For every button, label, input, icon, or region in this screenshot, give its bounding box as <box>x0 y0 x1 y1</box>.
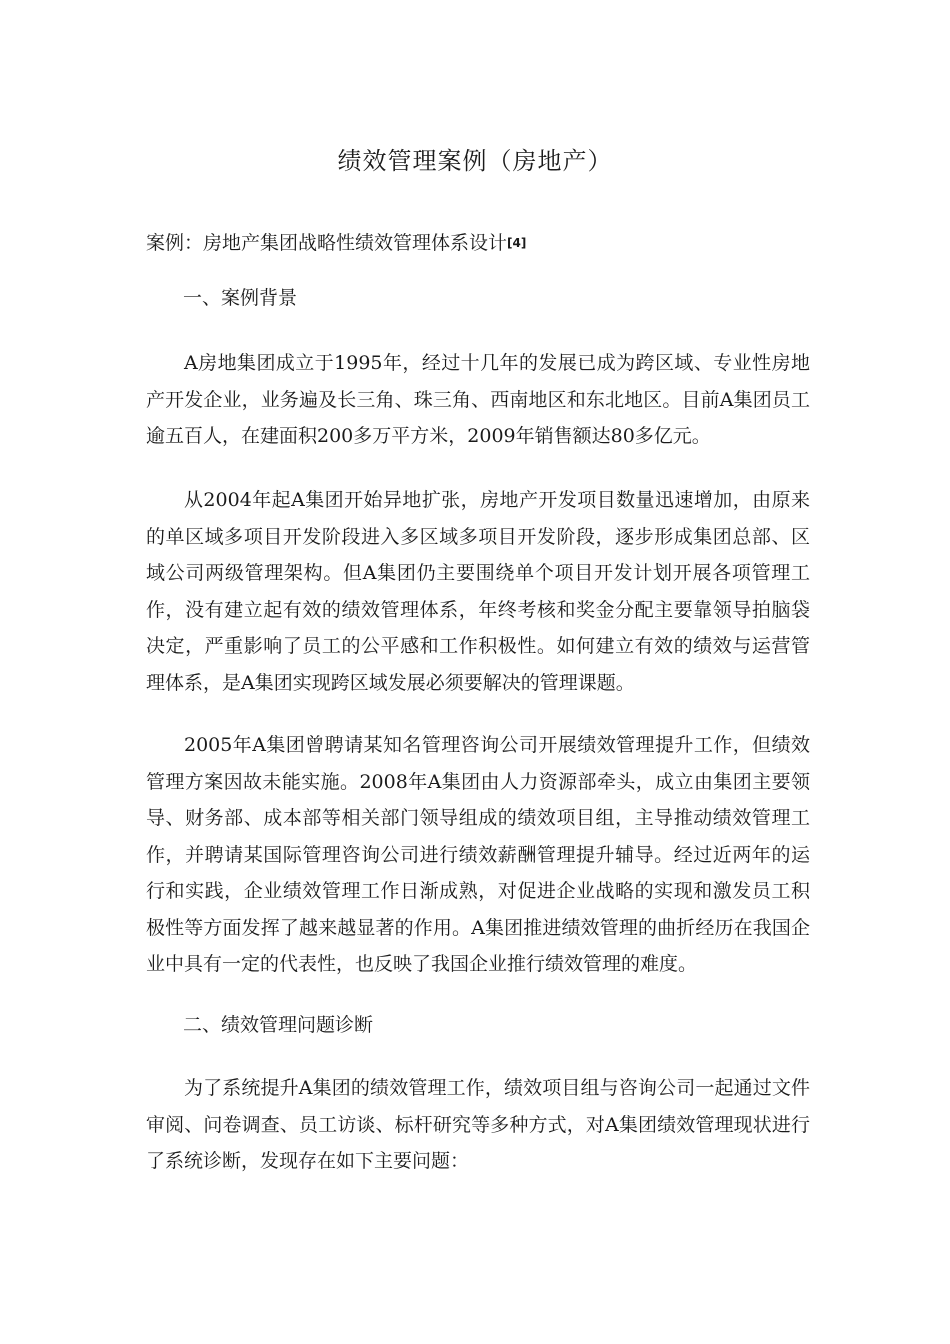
section-heading-diagnosis: 二、绩效管理问题诊断 <box>183 1014 374 1036</box>
section-heading-background: 一、案例背景 <box>183 287 298 309</box>
case-title-text: 案例：房地产集团战略性绩效管理体系设计 <box>146 232 508 254</box>
paragraph-diagnosis-intro: 为了系统提升A集团的绩效管理工作，绩效项目组与咨询公司一起通过文件审阅、问卷调查、员工访谈、标杆研究等多种方式，对A集团绩效管理现状进行了系统诊断，发现存在如下主要问题： <box>146 1077 810 1172</box>
paragraph-consulting-history: 2005年A集团曾聘请某知名管理咨询公司开展绩效管理提升工作，但绩效管理方案因故未能实施。2008年A集团由人力资源部牵头，成立由集团主要领导、财务部、成本部等相关部门领导组成的绩效项目组，主导推动绩效管理工作，并聘请某国际管理咨询公司进行绩效薪酬管理提升辅导。经过近两年的运行和实践，企业绩效管理工作日渐成熟，对促进企业战略的实现和激发员工积极性等方面发挥了越来越显著的作用。A集团推进绩效管理的曲折经历在我国企业中具有一定的代表性，也反映了我国企业推行绩效管理的难度。 <box>146 734 810 975</box>
citation-reference: [4] <box>507 236 527 250</box>
case-title <box>146 229 526 257</box>
paragraph-expansion: 从2004年起A集团开始异地扩张，房地产开发项目数量迅速增加，由原来的单区域多项目开发阶段进入多区域多项目开发阶段，逐步形成集团总部、区域公司两级管理架构。但A集团仍主要围绕单个项目开发计划开展各项管理工作，没有建立起有效的绩效管理体系，年终考核和奖金分配主要靠领导拍脑袋决定，严重影响了员工的公平感和工作积极性。如何建立有效的绩效与运营管理体系，是A集团实现跨区域发展必须要解决的管理课题。 <box>146 489 810 694</box>
paragraph-company-intro: A房地集团成立于1995年，经过十几年的发展已成为跨区域、专业性房地产开发企业，业务遍及长三角、珠三角、西南地区和东北地区。目前A集团员工逾五百人，在建面积200多万平方米，2009年销售额达80多亿元。 <box>146 352 810 447</box>
document-title: 绩效管理案例（房地产） <box>337 147 613 175</box>
